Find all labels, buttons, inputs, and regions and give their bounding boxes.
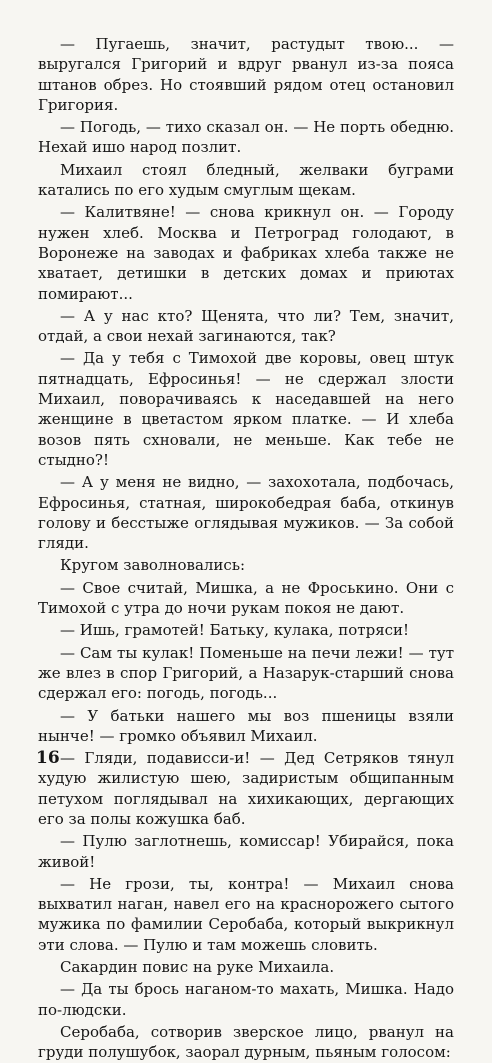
paragraph: — Ишь, грамотей! Батьку, кулака, потряси!	[60, 621, 410, 640]
paragraph: — У батьки нашего мы воз пшеницы взяли нынче! — громко объявил Михаил.	[38, 706, 454, 745]
paragraph: — Пулю заглотнешь, комиссар! Убирайся, пока живой!	[38, 832, 454, 871]
paragraph: Серобаба, сотворив зверское лицо, рванул на груди полушубок, заорал дурным, пьяным голосом:	[38, 1022, 454, 1062]
paragraph: Кругом заволновались:	[60, 556, 246, 575]
paragraph: — Калитвяне! — снова крикнул он. — Городу нужен хлеб. Москва и Петроград голодают, в Воронеже на заводах и фабриках хлеба также не хватает, детишки в детских домах и приютах помирают...	[38, 203, 454, 303]
paragraph: Михаил стоял бледный, желваки буграми катались по его худым смуглым щекам.	[38, 160, 454, 200]
paragraph: — А у меня не видно, — захохотала, подбочась, Ефросинья, статная, широкобедрая баба, откинув голову и бесстыже оглядывая мужиков. — За собой гляди.	[38, 473, 454, 553]
paragraph: — Не грози, ты, контра! — Михаил снова выхватил наган, навел его на краснорожего сытого мужика по фамилии Серобаба, который выкрикнул эти слова. — Пулю и там можешь словить.	[38, 874, 454, 954]
paragraph: Сакардин повис на руке Михаила.	[60, 958, 335, 977]
paragraph: — Погодь, — тихо сказал он. — Не порть обедню. Нехай ишо народ позлит.	[38, 118, 454, 157]
paragraph: — Свое считай, Мишка, а не Фроськино. Они с Тимохой с утра до ночи рукам покоя не дают.	[38, 578, 454, 618]
paragraph: — Пугаешь, значит, растудыт твою... — выругался Григорий и вдруг рванул из-за пояса штанов обрез. Но стоявший рядом отец остановил Григория.	[38, 35, 454, 114]
paragraph: — Да у тебя с Тимохой две коровы, овец штук пятнадцать, Ефросинья! — не сдержал злости Михаил, поворачиваясь к наседавшей на него женщине в цветастом ярком платке. — И хлеба возов пять схновали, не меньше. Как тебе не стыдно?!	[38, 349, 454, 469]
page-number: 16	[36, 748, 60, 768]
paragraph: — Гляди, подависси-и! — Дед Сетряков тянул худую жилистую шею, задиристым общипанным петухом поглядывал на хихикающих, дергающих его за полы кожушка баб.	[38, 749, 454, 828]
paragraph: — Да ты брось наганом-то махать, Мишка. Надо по-людски.	[38, 980, 454, 1019]
paragraph: — Сам ты кулак! Поменьше на печи лежи! — тут же влез в спор Григорий, а Назарук-старший снова сдержал его: погодь, погодь...	[38, 643, 454, 703]
paragraph: — А у нас кто? Щенята, что ли? Тем, значит, отдай, а свои нехай загинаются, так?	[38, 306, 454, 346]
